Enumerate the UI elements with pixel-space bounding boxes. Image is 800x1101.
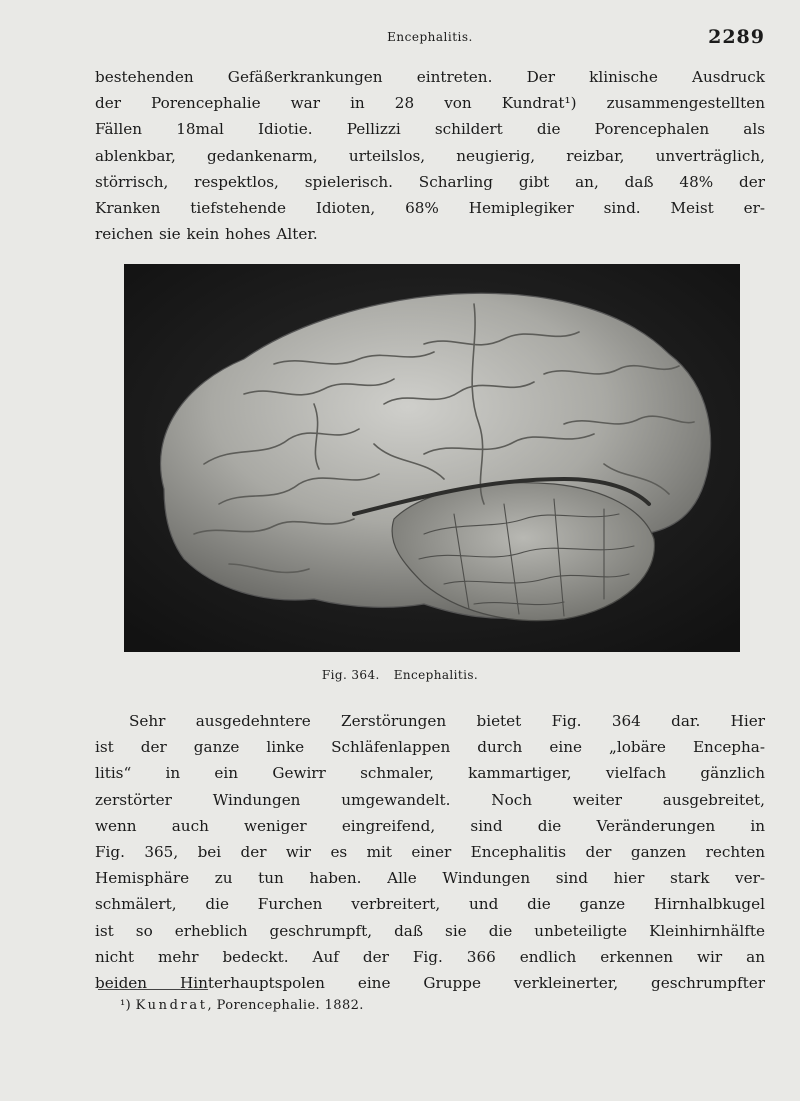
text-line: litis“ in ein Gewirr schmaler, kammartiger, vielfach gänzlich xyxy=(95,764,765,783)
text-line: Fällen 18mal Idiotie. Pellizzi schildert die Porencephalen als xyxy=(95,120,765,139)
page-number: 2289 xyxy=(708,26,765,48)
text-line: zerstörter Windungen umgewandelt. Noch weiter ausgebreitet, xyxy=(95,790,765,809)
text-line: Fig. 365, bei der wir es mit einer Encephalitis der ganzen rechten xyxy=(95,843,765,862)
footnote-author: Kundrat xyxy=(135,998,208,1013)
footnote xyxy=(120,998,364,1013)
text-line: reichen sie kein hohes Alter. xyxy=(95,225,318,244)
footnote-text: , Porencephalie. 1882. xyxy=(207,998,364,1013)
page-header xyxy=(95,26,765,52)
text-line: schmälert, die Furchen verbreitert, und die ganze Hirnhalbkugel xyxy=(95,895,765,914)
figure-caption xyxy=(0,668,800,682)
text-line: Kranken tiefstehende Idioten, 68% Hemiplegiker sind. Meist er- xyxy=(95,199,765,218)
figure-label: Fig. 364. xyxy=(321,668,380,682)
text-line: störrisch, respektlos, spielerisch. Scharling gibt an, daß 48% der xyxy=(95,172,765,191)
text-line: Hemisphäre zu tun haben. Alle Windungen sind hier stark ver- xyxy=(95,869,765,888)
text-line: wenn auch weniger eingreifend, sind die Veränderungen in xyxy=(95,816,765,835)
figure-caption-text: Encephalitis. xyxy=(393,668,479,682)
running-head: Encephalitis. xyxy=(387,30,473,44)
text-line: nicht mehr bedeckt. Auf der Fig. 366 endlich erkennen wir an xyxy=(95,947,765,966)
brain-image xyxy=(124,264,740,652)
paragraph-porencephalie xyxy=(95,64,765,247)
paragraph-zerstoerungen xyxy=(95,708,765,996)
text-line: der Porencephalie war in 28 von Kundrat¹) zusammengestellten xyxy=(95,94,765,113)
text-line: ist so erheblich geschrumpft, daß sie die unbeteiligte Kleinhirnhälfte xyxy=(95,921,765,940)
text-line: beiden Hinterhauptspolen eine Gruppe verkleinerter, geschrumpfter xyxy=(95,974,765,993)
brain-photograph xyxy=(124,264,740,652)
text-line: ist der ganze linke Schläfenlappen durch eine „lobäre Encepha- xyxy=(95,738,765,757)
text-line: Sehr ausgedehntere Zerstörungen bietet Fig. 364 dar. Hier xyxy=(129,712,765,730)
footnote-divider xyxy=(98,989,208,990)
footnote-marker: ¹) xyxy=(120,998,132,1013)
text-line: ablenkbar, gedankenarm, urteilslos, neugierig, reizbar, unverträglich, xyxy=(95,146,765,165)
text-line: bestehenden Gefäßerkrankungen eintreten. Der klinische Ausdruck xyxy=(95,68,765,86)
